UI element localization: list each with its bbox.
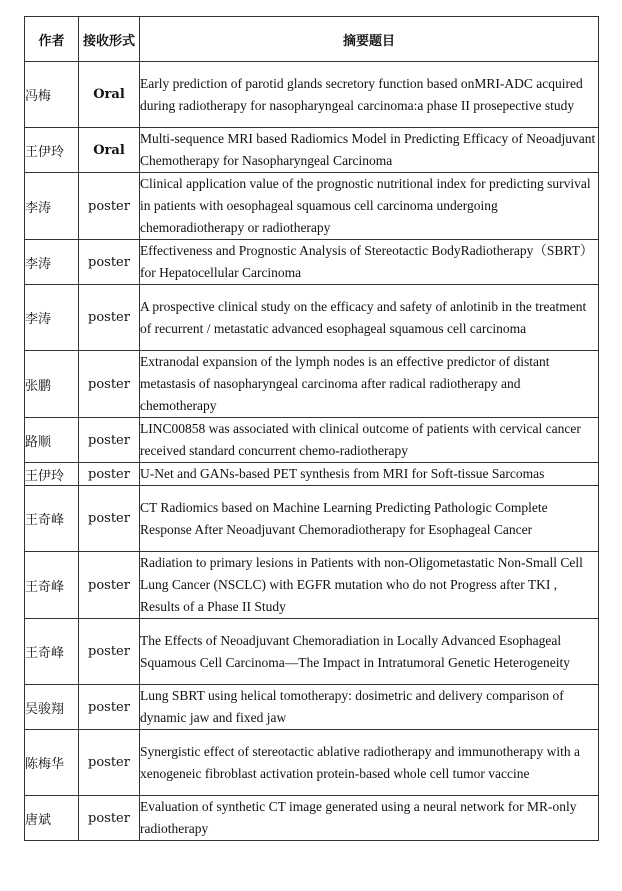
table-row xyxy=(25,285,599,351)
table-row xyxy=(25,418,599,463)
author-cell: 陈梅华 xyxy=(25,730,79,796)
author-cell: 路顺 xyxy=(25,418,79,463)
title-cell: U-Net and GANs-based PET synthesis from MRI for Soft-tissue Sarcomas xyxy=(140,463,599,486)
author-cell: 张鹏 xyxy=(25,351,79,418)
title-cell: Evaluation of synthetic CT image generated using a neural network for MR-only radiotherapy xyxy=(140,796,599,841)
table-row xyxy=(25,463,599,486)
format-cell: poster xyxy=(79,486,140,552)
author-cell: 唐斌 xyxy=(25,796,79,841)
title-cell: Multi-sequence MRI based Radiomics Model in Predicting Efficacy of Neoadjuvant Chemotherapy for Nasopharyngeal Carcinoma xyxy=(140,128,599,173)
format-cell: poster xyxy=(79,240,140,285)
title-cell: Synergistic effect of stereotactic ablative radiotherapy and immunotherapy with a xenogeneic fibroblast activation protein-based whole cell tumor vaccine xyxy=(140,730,599,796)
title-cell: Radiation to primary lesions in Patients with non-Oligometastatic Non-Small Cell Lung Cancer (NSCLC) with EGFR mutation who do not Progress after TKI , Results of a Phase II Study xyxy=(140,552,599,619)
table-row xyxy=(25,552,599,619)
header-author: 作者 xyxy=(25,17,79,62)
format-cell: poster xyxy=(79,619,140,685)
table-row xyxy=(25,173,599,240)
author-cell: 李涛 xyxy=(25,285,79,351)
title-cell: Early prediction of parotid glands secretory function based onMRI-ADC acquired during radiotherapy for nasopharyngeal carcinoma:a phase II prosepective study xyxy=(140,62,599,128)
format-cell: poster xyxy=(79,552,140,619)
format-cell: poster xyxy=(79,173,140,240)
format-cell: poster xyxy=(79,351,140,418)
header-format: 接收形式 xyxy=(79,17,140,62)
title-cell: A prospective clinical study on the efficacy and safety of anlotinib in the treatment of recurrent / metastatic advanced esophageal squamous cell carcinoma xyxy=(140,285,599,351)
title-cell: Lung SBRT using helical tomotherapy: dosimetric and delivery comparison of dynamic jaw and fixed jaw xyxy=(140,685,599,730)
table-row xyxy=(25,128,599,173)
table-row xyxy=(25,685,599,730)
format-cell: poster xyxy=(79,418,140,463)
table-body xyxy=(25,62,599,841)
table-row xyxy=(25,796,599,841)
format-cell: Oral xyxy=(79,128,140,173)
format-cell: poster xyxy=(79,685,140,730)
table-row xyxy=(25,619,599,685)
title-cell: Effectiveness and Prognostic Analysis of Stereotactic BodyRadiotherapy（SBRT）for Hepatocellular Carcinoma xyxy=(140,240,599,285)
table-row xyxy=(25,351,599,418)
title-cell: The Effects of Neoadjuvant Chemoradiation in Locally Advanced Esophageal Squamous Cell Carcinoma—The Impact in Intratumoral Genetic Heterogeneity xyxy=(140,619,599,685)
format-cell: poster xyxy=(79,730,140,796)
author-cell: 王奇峰 xyxy=(25,552,79,619)
table-row xyxy=(25,486,599,552)
title-cell: LINC00858 was associated with clinical outcome of patients with cervical cancer received standard concurrent chemo-radiotherapy xyxy=(140,418,599,463)
title-cell: CT Radiomics based on Machine Learning Predicting Pathologic Complete Response After Neoadjuvant Chemoradiotherapy for Esophageal Cancer xyxy=(140,486,599,552)
table-row xyxy=(25,240,599,285)
author-cell: 李涛 xyxy=(25,240,79,285)
author-cell: 王奇峰 xyxy=(25,486,79,552)
format-cell: poster xyxy=(79,796,140,841)
author-cell: 王伊玲 xyxy=(25,128,79,173)
format-cell: poster xyxy=(79,463,140,486)
header-row xyxy=(25,17,599,62)
format-cell: Oral xyxy=(79,62,140,128)
author-cell: 李涛 xyxy=(25,173,79,240)
author-cell: 王伊玲 xyxy=(25,463,79,486)
table-row xyxy=(25,62,599,128)
header-title: 摘要题目 xyxy=(140,17,599,62)
abstract-table xyxy=(24,16,599,841)
title-cell: Extranodal expansion of the lymph nodes is an effective predictor of distant metastasis of nasopharyngeal carcinoma after radical radiotherapy and chemotherapy xyxy=(140,351,599,418)
author-cell: 冯梅 xyxy=(25,62,79,128)
author-cell: 吴骏翔 xyxy=(25,685,79,730)
title-cell: Clinical application value of the prognostic nutritional index for predicting survival in patients with oesophageal squamous cell carcinoma undergoing chemoradiotherapy or radiotherapy xyxy=(140,173,599,240)
table-row xyxy=(25,730,599,796)
format-cell: poster xyxy=(79,285,140,351)
author-cell: 王奇峰 xyxy=(25,619,79,685)
